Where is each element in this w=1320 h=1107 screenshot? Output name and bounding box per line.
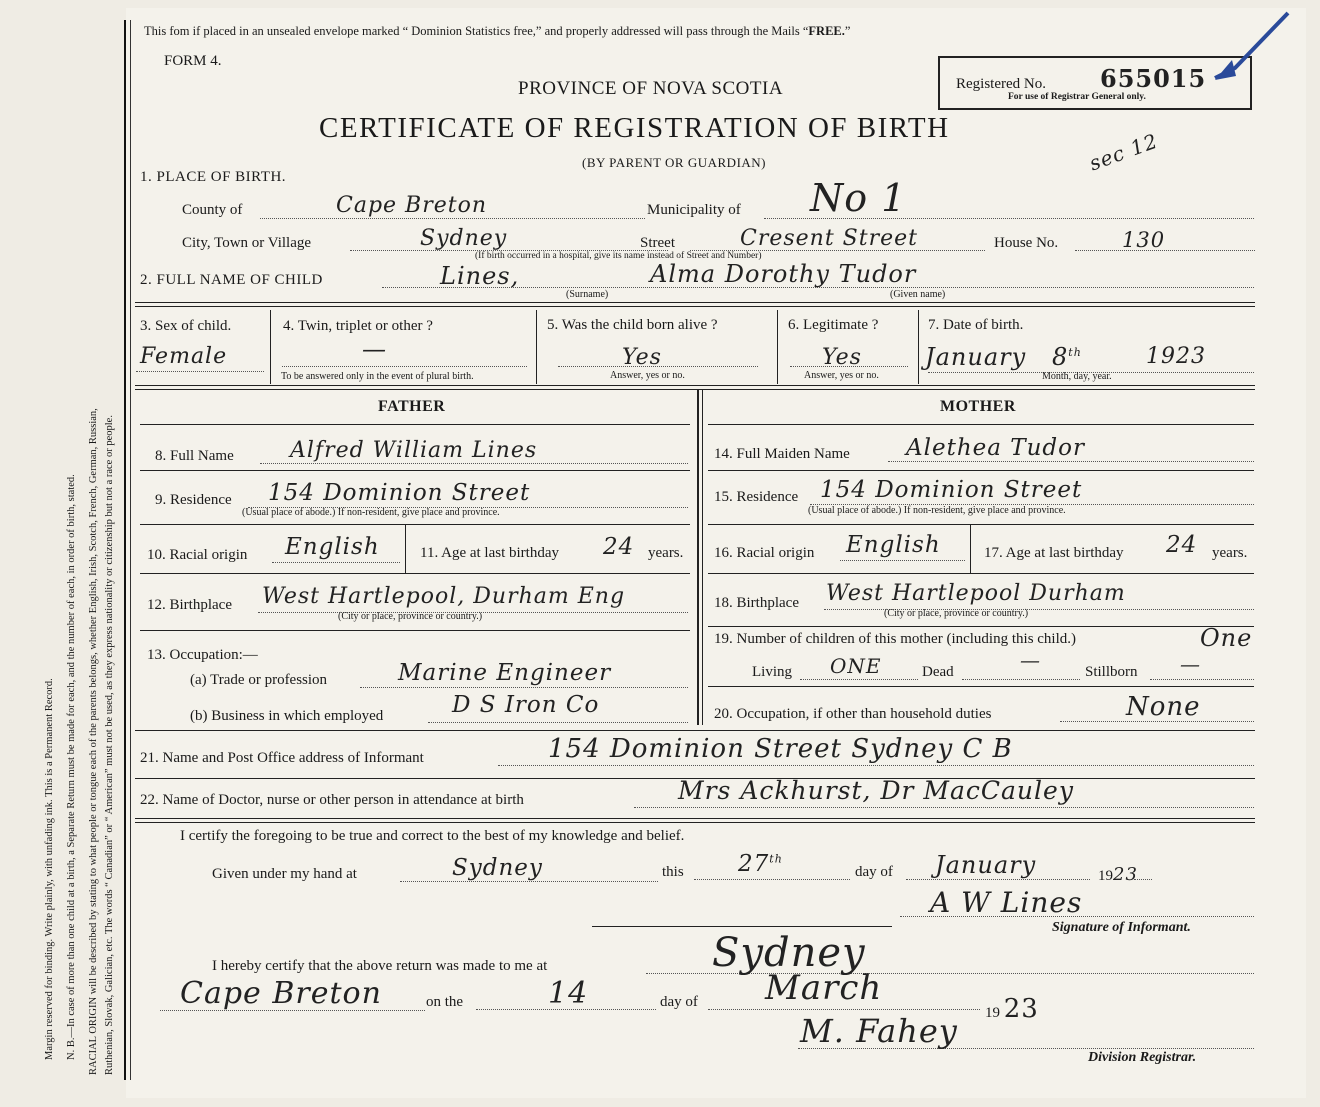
father-heading: FATHER <box>378 398 446 415</box>
column-divider <box>697 390 699 725</box>
mother-name-label: 14. Full Maiden Name <box>714 446 850 462</box>
mother-heading: MOTHER <box>940 398 1016 415</box>
dob-year: 1923 <box>1146 344 1206 369</box>
margin-line-2: N. B.—In case of more than one child at a birth, a Separate Return must be made for each, and the number of each, in order of birth, stated. <box>66 474 77 1060</box>
county-label: County of <box>182 202 243 218</box>
father-occupation-label: 13. Occupation:— <box>147 647 258 663</box>
certify-statement: I certify the foregoing to be true and correct to the best of my knowledge and belief. <box>180 828 685 844</box>
living-value: ONE <box>830 654 882 678</box>
registrar-on-the-label: on the <box>426 994 464 1010</box>
twin-label: 4. Twin, triplet or other ? <box>283 318 433 334</box>
alive-note: Answer, yes or no. <box>610 370 685 381</box>
house-label: House No. <box>994 235 1059 251</box>
twin-value: — <box>362 335 387 363</box>
mother-occupation: None <box>1126 692 1201 722</box>
city-label: City, Town or Village <box>182 235 312 251</box>
margin-line-1: Margin reserved for binding. Write plainly, with unfading ink. This is a Permanent Record. <box>44 678 55 1060</box>
father-age-label: 11. Age at last birthday <box>420 545 559 561</box>
city-value: Sydney <box>420 226 508 251</box>
alive-label: 5. Was the child born alive ? <box>547 317 718 333</box>
mother-children: One <box>1200 624 1253 652</box>
day-of-label: day of <box>855 864 893 880</box>
mother-residence: 154 Dominion Street <box>820 477 1083 503</box>
legitimate-note: Answer, yes or no. <box>804 370 879 381</box>
father-residence: 154 Dominion Street <box>268 480 531 506</box>
margin-annotation: sec 12 <box>1086 128 1162 176</box>
informant-signature: A W Lines <box>930 886 1083 919</box>
father-business-label: (b) Business in which employed <box>190 708 384 724</box>
child-name-label: 2. FULL NAME OF CHILD <box>140 272 323 288</box>
registrar-signature-caption: Division Registrar. <box>1088 1050 1197 1065</box>
certify-day: 27th <box>738 851 783 877</box>
father-birthplace-label: 12. Birthplace <box>147 597 232 613</box>
father-race: English <box>285 534 380 560</box>
municipality-label: Municipality of <box>647 202 741 218</box>
margin-line-3: RACIAL ORIGIN will be described by stating to what people or tongue each of the parents belongs, whether English, Irish, Scotch, French, German, Russian, <box>88 408 99 1075</box>
mother-birthplace-label: 18. Birthplace <box>714 595 799 611</box>
dead-label: Dead <box>922 664 954 680</box>
dead-value: — <box>1020 648 1041 672</box>
mother-age-unit: years. <box>1212 545 1248 561</box>
house-value: 130 <box>1122 228 1166 252</box>
municipality-value: No 1 <box>810 176 907 220</box>
street-value: Cresent Street <box>740 226 918 251</box>
registrar-day-of-label: day of <box>660 994 698 1010</box>
father-trade-label: (a) Trade or profession <box>190 672 328 688</box>
doctor-label: 22. Name of Doctor, nurse or other person in attendance at birth <box>140 792 524 808</box>
registrar-day: 14 <box>548 976 589 1011</box>
mother-birthplace-note: (City or place, province or country.) <box>884 608 1029 619</box>
registrar-place: Sydney <box>712 930 866 976</box>
living-label: Living <box>752 664 792 680</box>
hospital-note: (If birth occurred in a hospital, give its name instead of Street and Number) <box>475 251 762 261</box>
stillborn-label: Stillborn <box>1085 664 1138 680</box>
father-age-unit: years. <box>648 545 684 561</box>
informant-value: 154 Dominion Street Sydney C B <box>548 734 1013 764</box>
father-residence-label: 9. Residence <box>155 492 232 508</box>
form-number: FORM 4. <box>164 53 222 69</box>
sex-label: 3. Sex of child. <box>140 318 232 334</box>
registered-label: Registered No. <box>956 76 1046 92</box>
twin-note: To be answered only in the event of plural birth. <box>281 371 474 382</box>
father-name-label: 8. Full Name <box>155 448 234 464</box>
dob-note: Month, day, year. <box>1042 371 1112 382</box>
child-surname: Lines, <box>440 262 520 290</box>
certify-month: January <box>935 851 1037 879</box>
registrar-use-note: For use of Registrar General only. <box>1008 92 1146 102</box>
mother-age: 24 <box>1166 532 1198 558</box>
mother-race-label: 16. Racial origin <box>714 545 815 561</box>
mother-residence-label: 15. Residence <box>714 489 799 505</box>
province-heading: PROVINCE OF NOVA SCOTIA <box>518 78 784 99</box>
mother-age-label: 17. Age at last birthday <box>984 545 1124 561</box>
doctor-value: Mrs Ackhurst, Dr MacCauley <box>678 776 1074 805</box>
registrar-signature: M. Fahey <box>800 1012 958 1050</box>
informant-label: 21. Name and Post Office address of Informant <box>140 750 424 766</box>
father-race-label: 10. Racial origin <box>147 547 248 563</box>
given-name-caption: (Given name) <box>890 289 946 300</box>
mailing-notice: This fom if placed in an unsealed envelope marked “ Dominion Statistics free,” and properly addressed will pass through the Mails “FREE.” <box>144 24 851 38</box>
father-trade: Marine Engineer <box>398 660 612 686</box>
dob-label: 7. Date of birth. <box>928 317 1024 333</box>
county-value: Cape Breton <box>336 193 488 218</box>
father-birthplace-note: (City or place, province or country.) <box>338 611 483 622</box>
place-of-birth-label: 1. PLACE OF BIRTH. <box>140 169 287 185</box>
sex-value: Female <box>140 344 228 369</box>
surname-caption: (Surname) <box>566 289 609 300</box>
father-birthplace: West Hartlepool, Durham Eng <box>262 584 626 609</box>
registered-box <box>938 56 1252 110</box>
registrar-county: Cape Breton <box>180 976 382 1011</box>
dob-month: January <box>925 343 1027 371</box>
certificate-subtitle: (BY PARENT OR GUARDIAN) <box>582 155 767 170</box>
street-label: Street <box>640 235 675 251</box>
legitimate-label: 6. Legitimate ? <box>788 317 879 333</box>
child-given-name: Alma Dorothy Tudor <box>650 260 917 288</box>
given-place: Sydney <box>452 855 543 881</box>
mother-name: Alethea Tudor <box>906 435 1085 461</box>
informant-signature-caption: Signature of Informant. <box>1052 920 1191 935</box>
registered-number: 655015 <box>1100 64 1207 93</box>
father-name: Alfred William Lines <box>290 438 538 463</box>
this-label: this <box>662 864 684 880</box>
margin-line-4: Ruthenian, Slovak, Galician, etc. The words “ Canadian” or “ American” must not be used, as they express nationality or citizenship but not a race or people. <box>104 415 115 1075</box>
dob-day: 8th <box>1052 343 1082 371</box>
checkmark-icon <box>1210 8 1300 88</box>
father-age: 24 <box>603 534 635 560</box>
mother-children-label: 19. Number of children of this mother (including this child.) <box>714 631 1077 647</box>
mother-occupation-label: 20. Occupation, if other than household duties <box>714 706 992 722</box>
mother-residence-note: (Usual place of abode.) If non-resident, give place and province. <box>808 505 1066 516</box>
registrar-statement: I hereby certify that the above return was made to me at <box>212 958 548 974</box>
given-under-label: Given under my hand at <box>212 866 357 882</box>
stillborn-value: — <box>1180 652 1201 676</box>
father-business: D S Iron Co <box>452 692 600 718</box>
mother-race: English <box>846 532 941 558</box>
registrar-month: March <box>765 968 883 1008</box>
registrar-year: 19 23 <box>985 994 1039 1024</box>
alive-value: Yes <box>622 345 662 370</box>
certificate-title: CERTIFICATE OF REGISTRATION OF BIRTH <box>319 112 950 144</box>
margin-border-inner <box>130 20 131 1080</box>
mother-birthplace: West Hartlepool Durham <box>826 581 1126 606</box>
legitimate-value: Yes <box>822 345 862 370</box>
margin-border <box>124 20 126 1080</box>
father-residence-note: (Usual place of abode.) If non-resident, give place and province. <box>242 507 500 518</box>
certify-year: 1923 <box>1098 864 1138 885</box>
